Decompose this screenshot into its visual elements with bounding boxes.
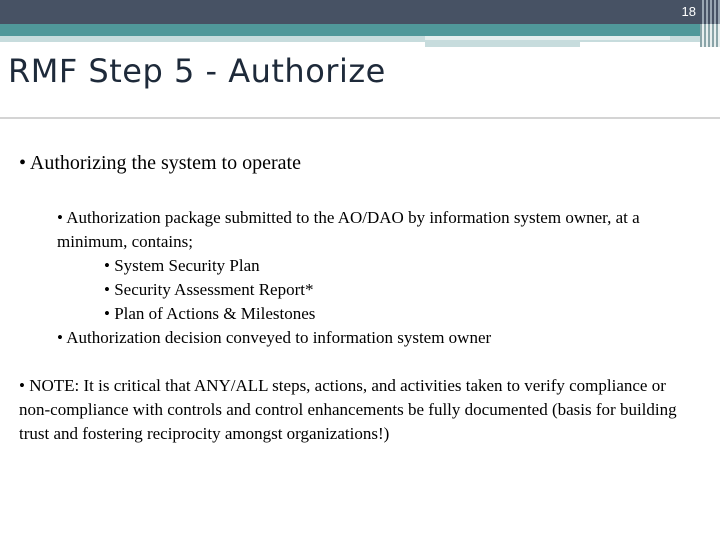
bullet-level3-system-security-plan: • System Security Plan <box>104 256 260 275</box>
bullet-level2-authorization-decision: • Authorization decision conveyed to information system owner <box>57 328 492 347</box>
bullet-level1-authorizing: • Authorizing the system to operate <box>19 152 301 174</box>
slide-title: RMF Step 5 - Authorize <box>8 52 386 90</box>
header-stripes-dark-decoration <box>700 0 720 24</box>
title-divider <box>0 117 720 119</box>
bullet-level1-note: • NOTE: It is critical that ANY/ALL steps, actions, and activities taken to verify compliance or non-compliance with controls and control enhancements be fully documented (basis for building trust and fostering reciprocity amongst organizations!) <box>19 376 677 443</box>
header-band-dark <box>0 0 700 24</box>
bullet-level3-plan-of-actions: • Plan of Actions & Milestones <box>104 304 316 323</box>
bullet-level2-authorization-package: • Authorization package submitted to the AO/DAO by information system owner, at a minimum, contains; <box>57 208 640 251</box>
slide-number: 18 <box>681 4 696 19</box>
header-band-accent <box>425 42 580 47</box>
bullet-level3-security-assessment-report: • Security Assessment Report* <box>104 280 314 299</box>
header-band-accent-light <box>425 36 670 40</box>
header-band-teal <box>0 24 700 36</box>
